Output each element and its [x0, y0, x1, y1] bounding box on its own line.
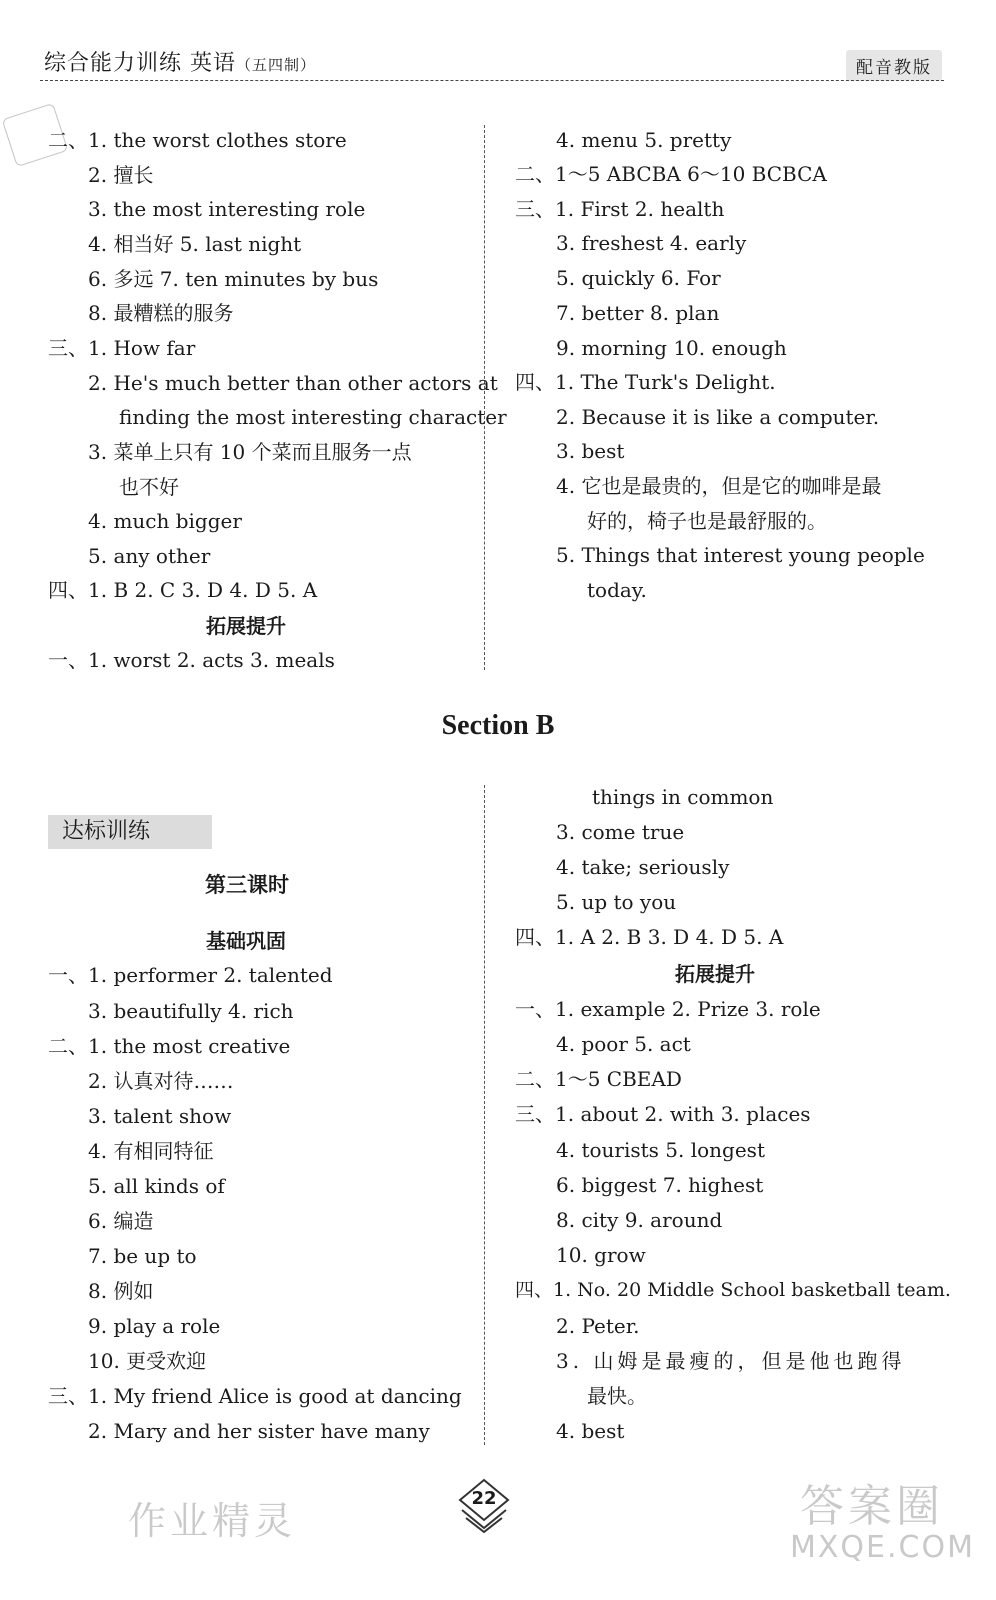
answer-line: 也不好 [119, 475, 179, 499]
answer-line: 三、1. about 2. with 3. places [515, 1102, 811, 1126]
answer-line: 4. 相当好 5. last night [88, 232, 302, 256]
header-divider [40, 80, 944, 81]
answer-line: 四、1. B 2. C 3. D 4. D 5. A [48, 578, 318, 602]
watermark-text: 作业精灵 [128, 1499, 297, 1543]
answer-line: 4. 有相同特征 [88, 1139, 214, 1163]
section-title: Section B [441, 710, 555, 741]
column-divider-top [484, 125, 485, 670]
answer-line: today. [587, 578, 647, 602]
book-title-text: 综合能力训练 英语 [44, 51, 236, 76]
answer-line: 7. better 8. plan [556, 301, 720, 325]
answer-line: 9. play a role [88, 1314, 221, 1338]
answer-line: 5. Things that interest young people [556, 543, 925, 567]
answer-line: 2. Peter. [556, 1314, 640, 1338]
answer-line: 3. 菜单上只有 10 个菜而且服务一点 [88, 440, 412, 464]
answer-line: 10. grow [556, 1243, 646, 1267]
answer-line: 2. He's much better than other actors at [88, 371, 498, 395]
answer-line: 二、1. the worst clothes store [48, 128, 347, 152]
answer-line: 3. 山姆是最瘦的，但是他也跑得 [556, 1349, 906, 1373]
answer-line: 4. menu 5. pretty [556, 128, 732, 152]
answer-line: 3. come true [556, 820, 685, 844]
answer-line: 2. 擅长 [88, 163, 154, 187]
answer-line: 4. take; seriously [556, 855, 730, 879]
answer-line: 2. Because it is like a computer. [556, 405, 880, 429]
answer-line: 一、1. worst 2. acts 3. meals [48, 648, 335, 672]
answer-line: 6. 编造 [88, 1209, 154, 1233]
edition-badge: 配音教版 [846, 50, 942, 81]
answer-line: 6. 多远 7. ten minutes by bus [88, 267, 379, 291]
answer-line: 三、1. First 2. health [515, 197, 725, 221]
answer-line: 5. quickly 6. For [556, 266, 721, 290]
answer-line: 四、1. No. 20 Middle School basketball team. [515, 1279, 951, 1301]
answer-line: 9. morning 10. enough [556, 336, 787, 360]
answer-line: 3. best [556, 439, 625, 463]
answer-line: 3. talent show [88, 1104, 232, 1128]
answer-line: 8. city 9. around [556, 1208, 723, 1232]
watermark-text: 答案圈 [800, 1481, 944, 1532]
lesson-heading: 第三课时 [205, 873, 289, 897]
subsection-heading: 拓展提升 [206, 614, 286, 638]
practice-banner: 达标训练 [48, 815, 212, 849]
answer-line: 一、1. example 2. Prize 3. role [515, 997, 821, 1021]
answer-line: 3. beautifully 4. rich [88, 999, 294, 1023]
answer-line: 四、1. The Turk's Delight. [515, 370, 776, 394]
answer-line: finding the most interesting character [119, 405, 507, 429]
answer-line: 5. all kinds of [88, 1174, 225, 1198]
answer-line: 5. up to you [556, 890, 677, 914]
answer-line: 2. Mary and her sister have many [88, 1419, 430, 1443]
answer-line: 二、1～5 CBEAD [515, 1067, 682, 1091]
answer-line: 4. tourists 5. longest [556, 1138, 765, 1162]
answer-line: 3. freshest 4. early [556, 231, 747, 255]
answer-line: 4. 它也是最贵的，但是它的咖啡是最 [556, 474, 882, 498]
answer-line: 3. the most interesting role [88, 197, 366, 221]
book-title [44, 46, 316, 77]
answer-line: 10. 更受欢迎 [88, 1349, 207, 1373]
answer-line: 8. 例如 [88, 1279, 154, 1303]
page-number [456, 1478, 512, 1534]
answer-line: 二、1～5 ABCBA 6～10 BCBCA [515, 162, 827, 186]
answer-line: 8. 最糟糕的服务 [88, 301, 234, 325]
subsection-heading: 拓展提升 [675, 962, 755, 986]
answer-line: 三、1. My friend Alice is good at dancing [48, 1384, 462, 1408]
answer-line: things in common [592, 785, 774, 809]
answer-line: 6. biggest 7. highest [556, 1173, 764, 1197]
subsection-heading: 基础巩固 [206, 929, 286, 953]
answer-line: 7. be up to [88, 1244, 197, 1268]
answer-line: 三、1. How far [48, 336, 196, 360]
answer-line: 4. poor 5. act [556, 1032, 691, 1056]
page-number-text: 22 [471, 1488, 497, 1509]
column-divider-bottom [484, 785, 485, 1445]
answer-line: 最快。 [587, 1384, 647, 1408]
answer-line: 5. any other [88, 544, 211, 568]
watermark-text: MXQE.COM [790, 1530, 975, 1565]
book-subtitle: （五四制） [236, 56, 317, 74]
answer-line: 2. 认真对待…… [88, 1069, 234, 1093]
answer-line: 一、1. performer 2. talented [48, 963, 333, 987]
answer-line: 二、1. the most creative [48, 1034, 291, 1058]
answer-line: 四、1. A 2. B 3. D 4. D 5. A [515, 925, 784, 949]
answer-line: 4. much bigger [88, 509, 242, 533]
answer-line: 4. best [556, 1419, 625, 1443]
answer-line: 好的，椅子也是最舒服的。 [587, 509, 827, 533]
